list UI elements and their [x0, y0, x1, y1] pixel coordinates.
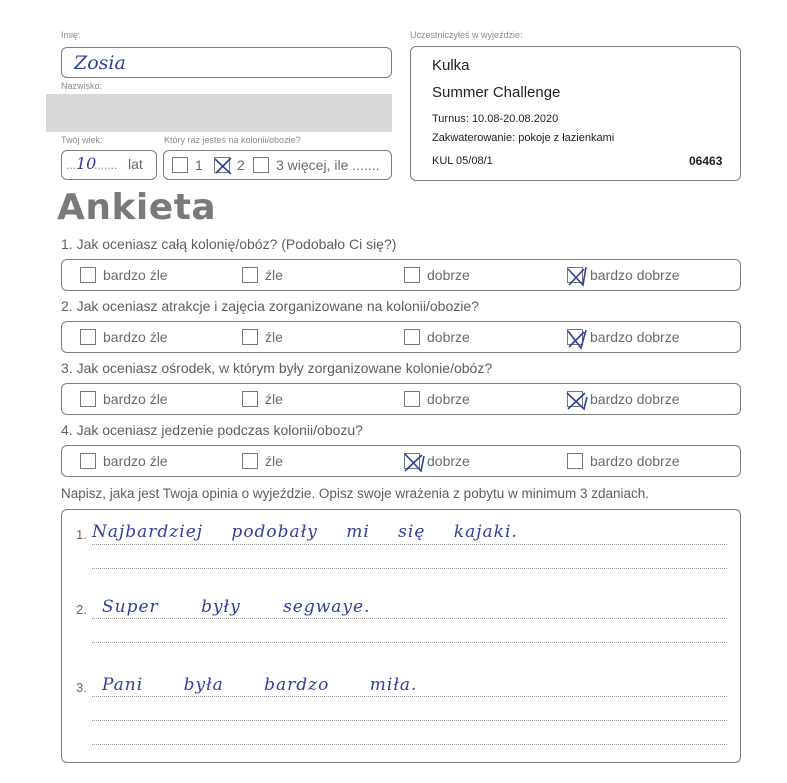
- camp-turnus: Turnus: 10.08-20.08.2020: [432, 113, 559, 125]
- opinion-line-2-number: 2.: [76, 602, 87, 617]
- opinion-textarea[interactable]: [61, 509, 741, 763]
- checkbox-icon[interactable]: [80, 453, 96, 469]
- checkbox-icon[interactable]: [404, 267, 420, 283]
- q2-option-bardzo-zle[interactable]: bardzo źle: [80, 329, 168, 345]
- age-unit: lat: [128, 156, 143, 172]
- age-label: Twój wiek:: [61, 135, 103, 145]
- q1-option-bardzo-dobrze[interactable]: bardzo dobrze: [567, 267, 680, 283]
- visit-count-option-2[interactable]: 2: [214, 157, 245, 173]
- age-value: 10: [76, 154, 97, 173]
- hand-x-mark-icon: [565, 265, 587, 287]
- checked-checkbox-icon[interactable]: [567, 267, 583, 283]
- dotted-line: [92, 642, 727, 643]
- visit-count-label: Który raz jesteś na kolonii/obozie?: [164, 135, 301, 145]
- hand-x-mark-icon: [212, 155, 234, 177]
- question-1: 1. Jak oceniasz całą kolonię/obóz? (Podobało Ci się?): [61, 236, 397, 252]
- age-dots-left: ...: [66, 158, 77, 172]
- dotted-line: [92, 696, 727, 697]
- opinion-line-2-text: Super były segwaye.: [102, 597, 371, 617]
- visit-count-option-3[interactable]: 3 więcej, ile .......: [253, 157, 379, 173]
- q1-option-dobrze[interactable]: dobrze: [404, 267, 470, 283]
- checkbox-icon[interactable]: [242, 391, 258, 407]
- participation-label: Uczestniczyłeś w wyjeździe:: [410, 30, 523, 40]
- survey-title: Ankieta: [57, 187, 217, 228]
- checkbox-icon[interactable]: [242, 329, 258, 345]
- checkbox-icon[interactable]: [242, 267, 258, 283]
- dotted-line: [92, 720, 727, 721]
- opinion-line-1-number: 1.: [76, 527, 87, 542]
- first-name-field[interactable]: [61, 47, 392, 78]
- q4-option-zle[interactable]: źle: [242, 453, 283, 469]
- camp-program: Summer Challenge: [432, 84, 561, 101]
- q3-option-bardzo-zle[interactable]: bardzo źle: [80, 391, 168, 407]
- q4-option-bardzo-dobrze[interactable]: bardzo dobrze: [567, 453, 680, 469]
- q3-option-bardzo-dobrze[interactable]: bardzo dobrze: [567, 391, 680, 407]
- checkbox-icon[interactable]: [80, 329, 96, 345]
- question-4: 4. Jak oceniasz jedzenie podczas kolonii/obozu?: [61, 422, 363, 438]
- q2-option-bardzo-dobrze[interactable]: bardzo dobrze: [567, 329, 680, 345]
- first-name-label: Imię:: [61, 30, 81, 40]
- q1-option-bardzo-zle[interactable]: bardzo źle: [80, 267, 168, 283]
- question-3-options: [61, 383, 741, 415]
- question-2: 2. Jak oceniasz atrakcje i zajęcia zorganizowane na kolonii/obozie?: [61, 298, 479, 314]
- checked-checkbox-icon[interactable]: [214, 157, 230, 173]
- q2-option-zle[interactable]: źle: [242, 329, 283, 345]
- dotted-line: [92, 544, 727, 545]
- q4-option-dobrze[interactable]: dobrze: [404, 453, 470, 469]
- opinion-line-1-text: Najbardziej podobały mi się kajaki.: [92, 522, 518, 542]
- q4-option-bardzo-zle[interactable]: bardzo źle: [80, 453, 168, 469]
- opinion-line-3-number: 3.: [76, 680, 87, 695]
- camp-number: 06463: [689, 154, 723, 168]
- question-3: 3. Jak oceniasz ośrodek, w którym były zorganizowane kolonie/obóz?: [61, 360, 493, 376]
- checked-checkbox-icon[interactable]: [567, 329, 583, 345]
- checkbox-icon[interactable]: [80, 267, 96, 283]
- checkbox-icon[interactable]: [242, 453, 258, 469]
- checkbox-icon[interactable]: [172, 157, 188, 173]
- q2-option-dobrze[interactable]: dobrze: [404, 329, 470, 345]
- checkbox-icon[interactable]: [80, 391, 96, 407]
- camp-name: Kulka: [432, 57, 470, 74]
- dotted-line: [92, 618, 727, 619]
- q3-option-dobrze[interactable]: dobrze: [404, 391, 470, 407]
- age-field[interactable]: [61, 150, 157, 180]
- opinion-prompt: Napisz, jaka jest Twoja opinia o wyjeździe. Opisz swoje wrażenia z pobytu w minimum 3 zdaniach.: [61, 486, 650, 501]
- question-1-options: [61, 259, 741, 291]
- hand-x-mark-icon: [565, 327, 587, 349]
- checkbox-icon[interactable]: [404, 391, 420, 407]
- camp-info-box: [410, 46, 741, 181]
- checkbox-icon[interactable]: [404, 329, 420, 345]
- question-4-options: [61, 445, 741, 477]
- opinion-line-3-text: Pani była bardzo miła.: [102, 675, 418, 695]
- checked-checkbox-icon[interactable]: [567, 391, 583, 407]
- q1-option-zle[interactable]: źle: [242, 267, 283, 283]
- dotted-line: [92, 568, 727, 569]
- last-name-redaction: [46, 94, 392, 132]
- last-name-label: Nazwisko:: [61, 81, 103, 91]
- first-name-value: Zosia: [74, 52, 126, 74]
- dotted-line: [92, 744, 727, 745]
- visit-count-option-1[interactable]: 1: [172, 157, 203, 173]
- question-2-options: [61, 321, 741, 353]
- camp-code: KUL 05/08/1: [432, 155, 493, 167]
- age-dots-right: .......: [94, 158, 118, 172]
- hand-x-mark-icon: [565, 389, 587, 411]
- q3-option-zle[interactable]: źle: [242, 391, 283, 407]
- visit-count-field[interactable]: [163, 150, 392, 180]
- hand-x-mark-icon: [402, 451, 424, 473]
- checkbox-icon[interactable]: [567, 453, 583, 469]
- camp-accommodation: Zakwaterowanie: pokoje z łazienkami: [432, 132, 615, 144]
- checkbox-icon[interactable]: [253, 157, 269, 173]
- checked-checkbox-icon[interactable]: [404, 453, 420, 469]
